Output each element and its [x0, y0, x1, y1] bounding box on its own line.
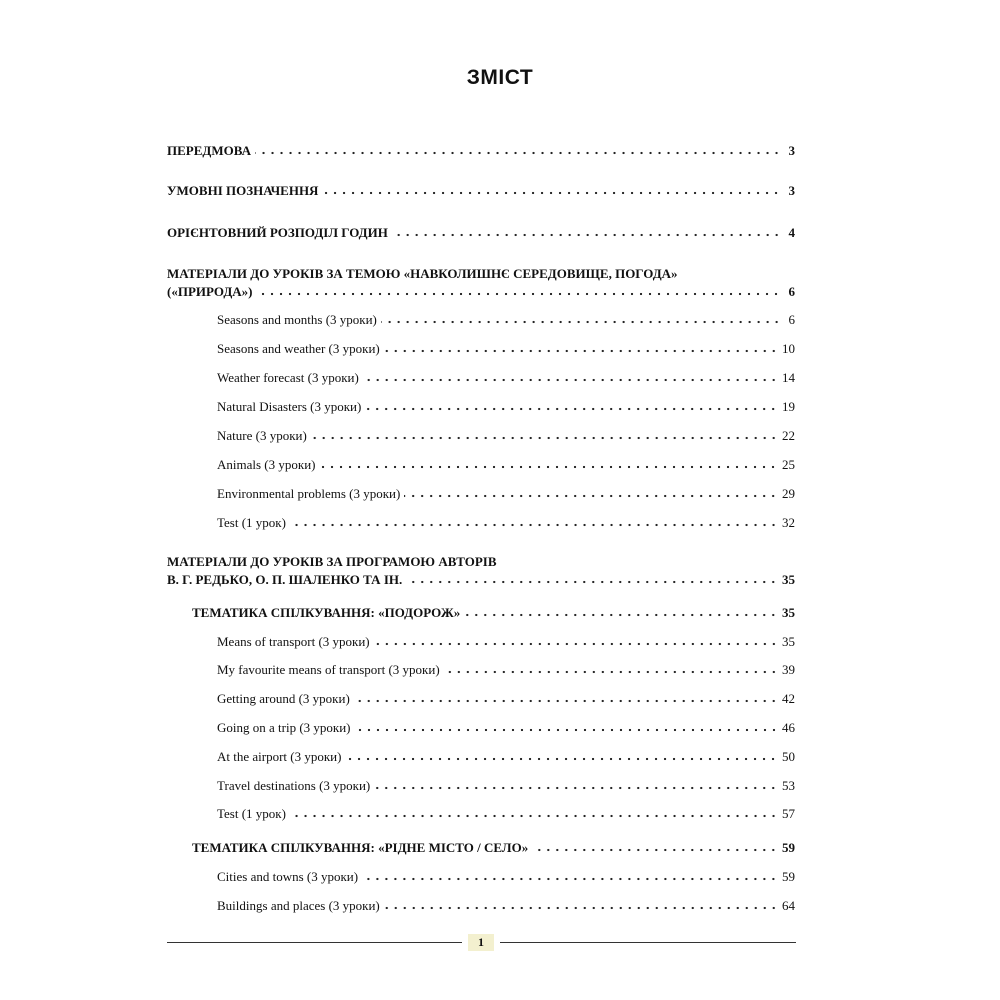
- toc-entry-page: 19: [782, 399, 795, 414]
- toc-entry-hours[interactable]: [167, 225, 795, 241]
- toc-entry-label: Travel destinations (3 уроки): [217, 778, 371, 793]
- toc-entry[interactable]: [217, 898, 795, 914]
- toc-entry-page: 59: [782, 869, 795, 884]
- toc-entry-page: 59: [782, 840, 795, 855]
- toc-entry-page: 46: [782, 720, 795, 735]
- toc-entry-label: Test (1 урок): [217, 806, 286, 821]
- toc-entry[interactable]: [217, 312, 795, 328]
- dot-leader: [290, 523, 778, 527]
- toc-entry-label: Seasons and months (3 уроки): [217, 312, 377, 327]
- toc-entry-label: ПЕРЕДМОВА: [167, 143, 251, 158]
- dot-leader: [363, 378, 778, 382]
- toc-entry-section-program[interactable]: [167, 572, 795, 588]
- dot-leader: [345, 757, 778, 761]
- dot-leader: [374, 642, 778, 646]
- toc-entry-page: 29: [782, 486, 795, 501]
- toc-entry-page: 32: [782, 515, 795, 530]
- toc-entry-label: Getting around (3 уроки): [217, 691, 350, 706]
- toc-entry[interactable]: [217, 691, 795, 707]
- toc-entry-page: 50: [782, 749, 795, 764]
- toc-entry[interactable]: [217, 486, 795, 502]
- toc-entry-label: В. Г. РЕДЬКО, О. П. ШАЛЕНКО ТА ІН.: [167, 572, 403, 587]
- toc-entry-page: 35: [782, 634, 795, 649]
- toc-entry[interactable]: [217, 370, 795, 386]
- dot-leader: [355, 728, 778, 732]
- toc-entry-label: ТЕМАТИКА СПІЛКУВАННЯ: «ПОДОРОЖ»: [192, 605, 461, 620]
- toc-entry-legend[interactable]: [167, 183, 795, 199]
- toc-entry-page: 10: [782, 341, 795, 356]
- toc-entry-preface[interactable]: [167, 143, 795, 159]
- dot-leader: [392, 233, 781, 237]
- toc-entry[interactable]: [217, 720, 795, 736]
- toc-entry-label: Means of transport (3 уроки): [217, 634, 370, 649]
- toc-entry-label: («ПРИРОДА»): [167, 284, 253, 299]
- dot-leader: [362, 877, 778, 881]
- toc-entry-label: Test (1 урок): [217, 515, 286, 530]
- toc-entry-label: Nature (3 уроки): [217, 428, 307, 443]
- toc-entry-label: At the airport (3 уроки): [217, 749, 342, 764]
- toc-entry-page: 6: [788, 312, 795, 327]
- toc-entry-page: 53: [782, 778, 795, 793]
- toc-entry-label: Going on a trip (3 уроки): [217, 720, 351, 735]
- dot-leader: [322, 191, 781, 195]
- toc-entry-section-nature[interactable]: [167, 284, 795, 300]
- footer-rule-right: [500, 942, 796, 943]
- toc-section-heading: МАТЕРІАЛИ ДО УРОКІВ ЗА ТЕМОЮ «НАВКОЛИШНЄ СЕРЕДОВИЩЕ, ПОГОДА»: [167, 266, 678, 281]
- toc-entry-page: 14: [782, 370, 795, 385]
- toc-section-heading: МАТЕРІАЛИ ДО УРОКІВ ЗА ПРОГРАМОЮ АВТОРІВ: [167, 554, 497, 569]
- toc-entry[interactable]: [217, 341, 795, 357]
- toc-entry-page: 4: [788, 225, 795, 240]
- footer-page-number: 1: [468, 934, 494, 951]
- toc-entry-page: 39: [782, 662, 795, 677]
- toc-entry-page: 25: [782, 457, 795, 472]
- toc-entry-label: Weather forecast (3 уроки): [217, 370, 359, 385]
- toc-entry[interactable]: [217, 428, 795, 444]
- dot-leader: [256, 292, 781, 296]
- toc-entry[interactable]: [217, 457, 795, 473]
- dot-leader: [319, 465, 778, 469]
- dot-leader: [365, 407, 778, 411]
- dot-leader: [354, 699, 778, 703]
- toc-entry-label: ТЕМАТИКА СПІЛКУВАННЯ: «РІДНЕ МІСТО / СЕЛО»: [192, 840, 529, 855]
- toc-entry-label: ОРІЄНТОВНИЙ РОЗПОДІЛ ГОДИН: [167, 225, 388, 240]
- toc-entry-label: УМОВНІ ПОЗНАЧЕННЯ: [167, 183, 319, 198]
- page-title: ЗМІСТ: [466, 66, 534, 89]
- toc-entry-page: 64: [782, 898, 795, 913]
- toc-entry-label: Animals (3 уроки): [217, 457, 316, 472]
- toc-entry[interactable]: [217, 806, 795, 822]
- dot-leader: [381, 320, 781, 324]
- toc-entry-page: 6: [788, 284, 795, 299]
- toc-entry-page: 3: [788, 143, 795, 158]
- toc-entry[interactable]: [217, 662, 795, 678]
- dot-leader: [290, 814, 778, 818]
- toc-entry-page: 3: [788, 183, 795, 198]
- dot-leader: [444, 670, 778, 674]
- dot-leader: [374, 786, 778, 790]
- toc-entry-label: Environmental problems (3 уроки): [217, 486, 401, 501]
- toc-entry-label: Buildings and places (3 уроки): [217, 898, 380, 913]
- toc-entry-topic-travel[interactable]: [192, 605, 795, 621]
- toc-entry[interactable]: [217, 399, 795, 415]
- footer-rule-left: [167, 942, 462, 943]
- toc-entry[interactable]: [217, 634, 795, 650]
- toc-entry-label: Seasons and weather (3 уроки): [217, 341, 380, 356]
- dot-leader: [464, 613, 778, 617]
- toc-entry[interactable]: [217, 749, 795, 765]
- toc-entry[interactable]: [217, 869, 795, 885]
- toc-entry-page: 35: [782, 605, 795, 620]
- toc-entry[interactable]: [217, 778, 795, 794]
- toc-entry-page: 57: [782, 806, 795, 821]
- toc-entry-page: 22: [782, 428, 795, 443]
- toc-entry-page: 42: [782, 691, 795, 706]
- toc-entry[interactable]: [217, 515, 795, 531]
- toc-entry-label: My favourite means of transport (3 уроки): [217, 662, 440, 677]
- toc-entry-topic-hometown[interactable]: [192, 840, 795, 856]
- toc-entry-label: Cities and towns (3 уроки): [217, 869, 359, 884]
- dot-leader: [404, 494, 778, 498]
- dot-leader: [311, 436, 778, 440]
- toc-entry-page: 35: [782, 572, 795, 587]
- dot-leader: [532, 848, 778, 852]
- dot-leader: [406, 580, 778, 584]
- dot-leader: [384, 349, 778, 353]
- dot-leader: [384, 906, 778, 910]
- dot-leader: [255, 151, 781, 155]
- toc-entry-label: Natural Disasters (3 уроки): [217, 399, 362, 414]
